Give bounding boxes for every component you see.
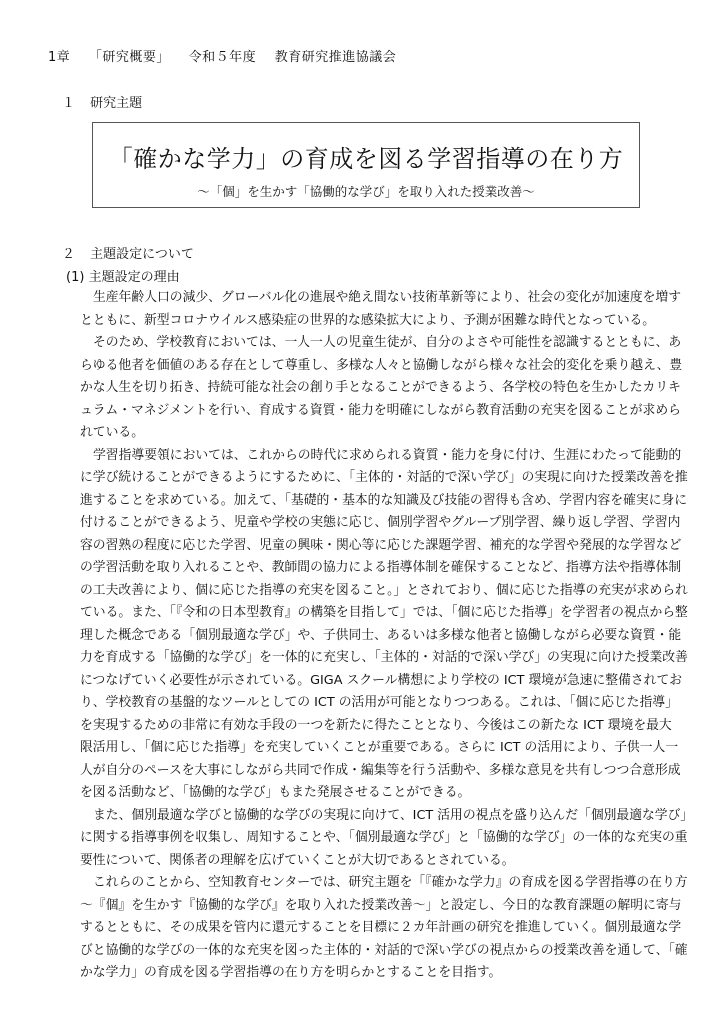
research-theme-subtitle: ～「個」を生かす「協働的な学び」を取り入れた授業改善～ — [197, 184, 535, 199]
body-line: ュラム・マネジメントを行い、育成する資質・能力を明確にしながら教育活動の充実を図ることが求めら — [80, 402, 681, 418]
body-line: 容の習熟の程度に応じた学習、児童の興味・関心等に応じた課題学習、補充的な学習や発展的な学習など — [80, 537, 682, 553]
subsection-number: (1) — [66, 270, 85, 285]
body-text — [80, 287, 694, 985]
body-line: 力を育成する「協働的な学び」を一体的に充実し、「主体的・対話的で深い学び」の実現に向けた授業改善 — [80, 650, 688, 665]
chapter-label: 1章 — [48, 50, 71, 65]
body-line: とともに、新型コロナウイルス感染症の世界的な感染拡大により、予測が困難な時代となっている。 — [80, 312, 656, 328]
body-line: の工夫改善により、個に応じた指導の充実を図ること。」とされており、個に応じた指導の充実が求められ — [80, 582, 688, 598]
body-line: そのため、学校教育においては、一人一人の児童生徒が、自分のよさや可能性を認識するとともに、あ — [93, 335, 682, 350]
body-line: かな学力」の育成を図る学習指導の在り方を明らかとすることを目指す。 — [80, 965, 502, 980]
section-1-heading — [62, 92, 142, 111]
section-1-title: 研究主題 — [90, 96, 143, 111]
section-2-heading — [62, 243, 194, 262]
body-line: ている。また、「『令和の日本型教育』の構築を目指して」では、「個に応じた指導」を学習者の視点から整 — [80, 605, 688, 620]
body-line: 付けることができるよう、児童や学校の実態に応じ、個別学習やグループ別学習、繰り返し学習、学習内 — [80, 515, 681, 530]
organization-label: 教育研究推進協議会 — [274, 50, 397, 65]
research-theme-title: 「確かな学力」の育成を図る学習指導の在り方 — [108, 145, 624, 173]
body-line: に学び続けることができるようにするために、「主体的・対話的で深い学び」の実現に向けた授業改善を推 — [80, 470, 688, 485]
body-line: り、学校教育の基盤的なツールとしての ICT の活用が可能となりつつある。これは、「個に応じた指導」 — [80, 695, 678, 710]
body-line: に関する指導事例を収集し、周知することや、「個別最適な学び」と「協働的な学び」の一体的な充実の重 — [80, 830, 688, 845]
section-1-number: １ — [62, 96, 76, 111]
body-line: らゆる他者を価値のある存在として尊重し、多様な人々と協働しながら様々な社会的変化を乗り越え、豊 — [80, 357, 683, 373]
body-line: また、個別最適な学びと協働的な学びの実現に向けて、ICT 活用の視点を盛り込んだ「個別最適な学び」 — [93, 807, 694, 823]
year-label: 令和５年度 — [188, 50, 257, 65]
body-line: ～『個』を生かす『協働的な学び』を取り入れた授業改善～」と設定し、今日的な教育課題の解明に寄与 — [80, 897, 682, 913]
body-line: につなげていく必要性が示されている。GIGA スクール構想により学校の ICT 環境が急速に整備されてお — [80, 672, 683, 688]
body-line: 学習指導要領においては、これからの時代に求められる資質・能力を身に付け、生涯にわたって能動的 — [93, 447, 682, 463]
body-line: れている。 — [80, 425, 144, 440]
body-line: 理した概念である「個別最適な学び」や、子供同士、あるいは多様な他者と協働しながら必要な資質・能 — [80, 627, 682, 643]
page-header — [48, 46, 410, 65]
body-line: かな人生を切り拓き、持続可能な社会の創り手となることができるよう、各学校の特色を生かしたカリキ — [80, 380, 681, 395]
subsection-heading — [66, 266, 180, 285]
subsection-title: 主題設定の理由 — [88, 270, 180, 285]
body-line: を実現するための非常に有効な手段の一つを新たに得たこととなり、今後はこの新たな ICT 環境を最大 — [80, 717, 672, 733]
body-line: 生産年齢人口の減少、グローバル化の進展や絶え間ない技術革新等により、社会の変化が加速度を増す — [93, 290, 682, 305]
body-line: するとともに、その成果を管内に還元することを目標に２カ年計画の研究を推進していく。個別最適な学 — [80, 920, 682, 935]
section-2-number: ２ — [62, 247, 76, 262]
body-line: 人が自分のペースを大事にしながら共同で作成・編集等を行う活動や、多様な意見を共有しつつ合意形成 — [80, 762, 681, 778]
section-2-title: 主題設定について — [90, 247, 194, 262]
body-line: これらのことから、空知教育センターでは、研究主題を「『確かな学力』の育成を図る学習指導の在り方 — [93, 875, 688, 890]
section-label: 「研究概要」 — [88, 50, 170, 65]
body-line: 進することを求めている。加えて、「基礎的・基本的な知識及び技能の習得も含め、学習内容を確実に身に — [80, 492, 688, 508]
body-line: 限活用し、「個に応じた指導」を充実していくことが重要である。さらに ICT の活用により、子供一人一 — [80, 740, 679, 755]
research-theme-box — [92, 122, 640, 208]
body-line: の学習活動を取り入れることや、教師間の協力による指導体制を確保することなど、指導方法や指導体制 — [80, 560, 682, 575]
body-line: 要性について、関係者の理解を広げていくことが大切であるとされている。 — [80, 852, 515, 868]
body-line: びと協働的な学びの一体的な充実を図った主体的・対話的で深い学びの視点からの授業改善を通して、「確 — [80, 942, 688, 958]
body-line: を図る活動など、「協働的な学び」もまた発展させることができる。 — [80, 785, 471, 800]
